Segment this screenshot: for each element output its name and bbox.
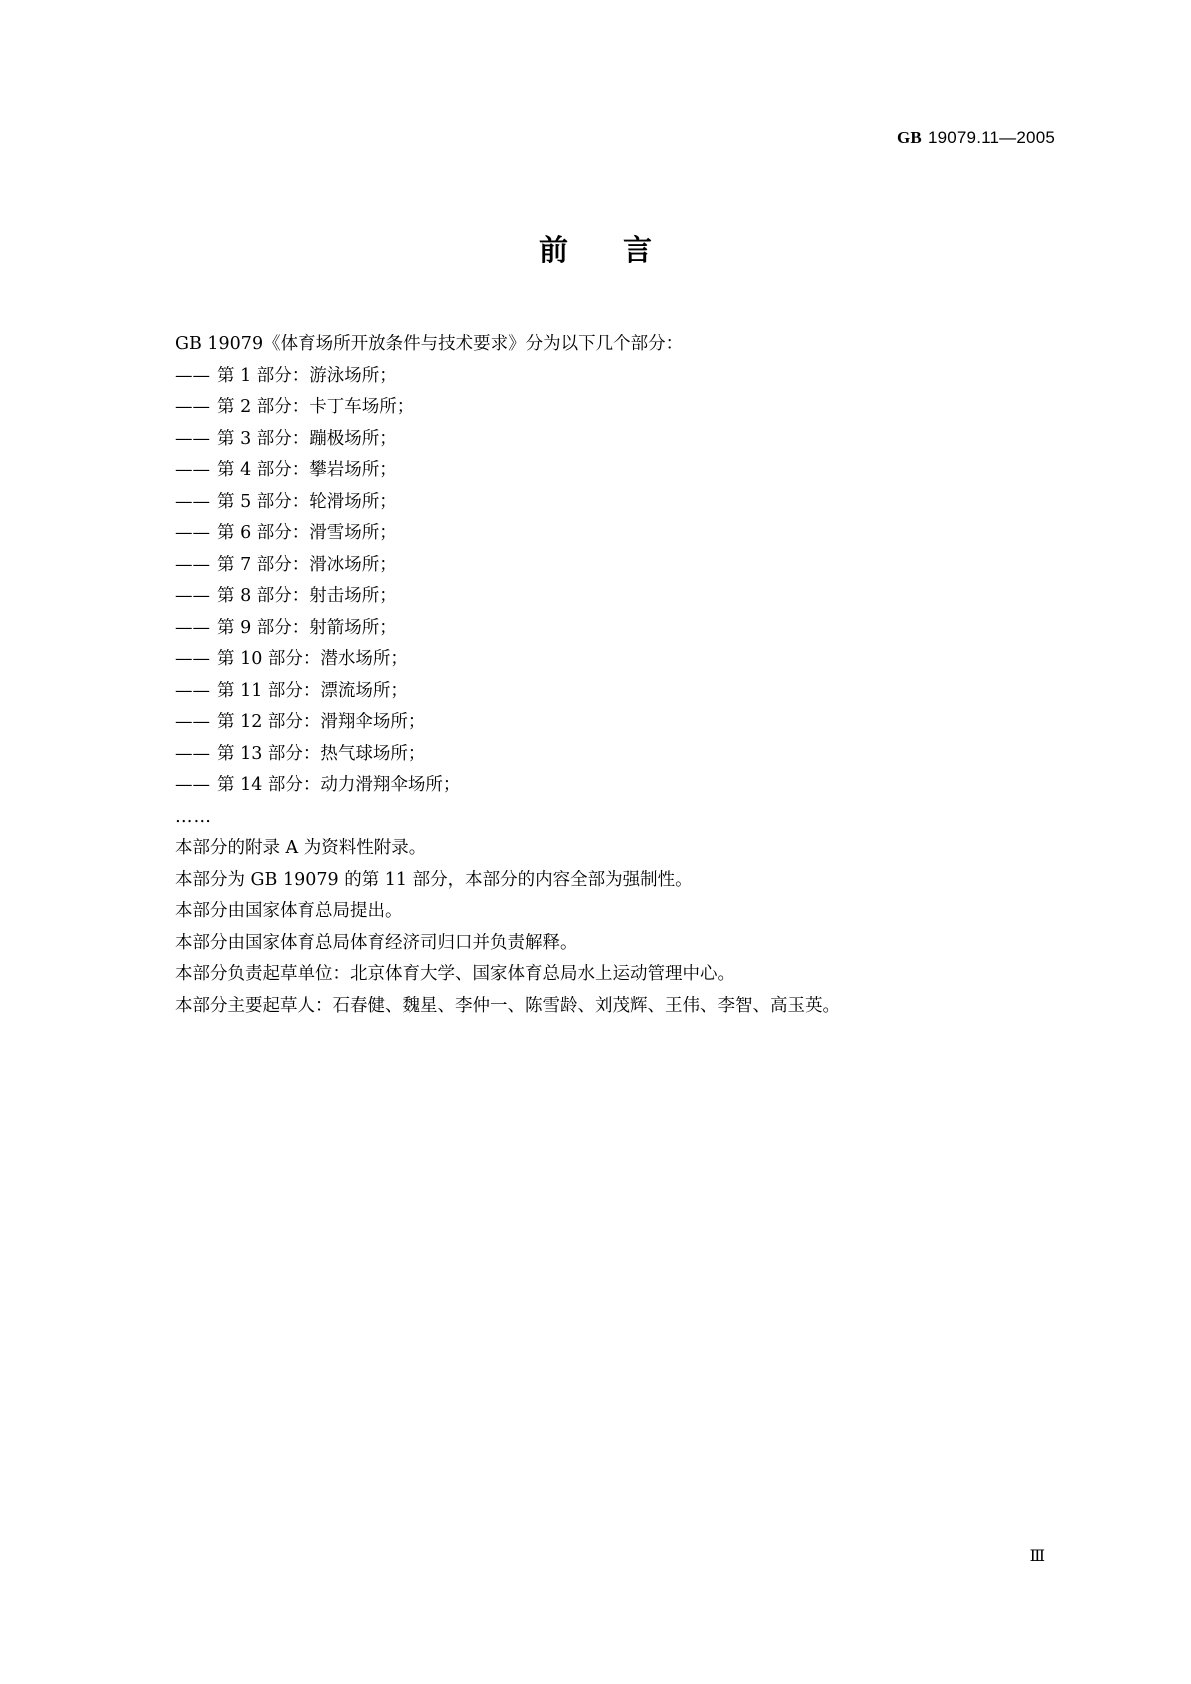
part-label: 第 4 部分：攀岩场所； (217, 460, 397, 480)
page-number: Ⅲ (1029, 1548, 1045, 1565)
part-label: 第 13 部分：热气球场所； (217, 743, 426, 764)
dash-mark: —— (175, 554, 210, 575)
part-label: 第 8 部分：射击场所； (217, 586, 397, 606)
dash-mark: —— (175, 460, 210, 480)
part-item (175, 770, 1045, 802)
part-label: 第 10 部分：潜水场所； (217, 649, 408, 669)
part-label: 第 12 部分：滑翔伞场所； (217, 712, 426, 732)
part-label: 第 14 部分：动力滑翔伞场所； (217, 775, 461, 795)
paragraph-drafting-units: 本部分负责起草单位：北京体育大学、国家体育总局水上运动管理中心。 (175, 964, 735, 984)
part-item (175, 581, 1045, 613)
part-label: 第 7 部分：滑冰场所； (217, 554, 397, 575)
dash-mark: —— (175, 775, 210, 795)
standard-prefix: GB (896, 128, 922, 147)
dash-mark: —— (175, 680, 210, 701)
part-item (175, 455, 1045, 487)
part-label: 第 1 部分：游泳场所； (217, 365, 397, 386)
part-label: 第 9 部分：射箭场所； (217, 617, 397, 638)
foreword-body (175, 329, 1045, 1022)
paragraph-drafters: 本部分主要起草人：石春健、魏星、李仲一、陈雪龄、刘茂辉、王伟、李智、高玉英。 (175, 995, 840, 1016)
standard-number (897, 128, 1055, 148)
dash-mark: —— (175, 649, 210, 669)
part-item (175, 550, 1045, 582)
dash-mark: —— (175, 743, 210, 764)
paragraph-administrator: 本部分由国家体育总局体育经济司归口并负责解释。 (175, 932, 578, 953)
part-label: 第 3 部分：蹦极场所； (217, 428, 397, 449)
part-item (175, 518, 1045, 550)
part-item (175, 613, 1045, 645)
part-label: 第 6 部分：滑雪场所； (217, 523, 397, 543)
dash-mark: —— (175, 491, 210, 512)
part-item (175, 361, 1045, 393)
part-label: 第 2 部分：卡丁车场所； (217, 397, 415, 417)
dash-mark: —— (175, 428, 210, 449)
part-item (175, 644, 1045, 676)
part-item (175, 739, 1045, 771)
dash-mark: —— (175, 712, 210, 732)
part-item (175, 707, 1045, 739)
paragraph-proposer: 本部分由国家体育总局提出。 (175, 901, 403, 921)
part-item (175, 392, 1045, 424)
paragraph-appendix: 本部分的附录 A 为资料性附录。 (175, 838, 427, 858)
part-item (175, 487, 1045, 519)
dash-mark: —— (175, 397, 210, 417)
part-item (175, 424, 1045, 456)
standard-code: 19079.11—2005 (927, 128, 1055, 147)
part-item (175, 676, 1045, 708)
page-title: 前言 (538, 233, 707, 267)
dash-mark: —— (175, 523, 210, 543)
part-label: 第 5 部分：轮滑场所； (217, 491, 397, 512)
paragraph-scope: 本部分为 GB 19079 的第 11 部分，本部分的内容全部为强制性。 (175, 869, 693, 890)
ellipsis: …… (175, 806, 212, 827)
dash-mark: —— (175, 617, 210, 638)
intro-paragraph: GB 19079《体育场所开放条件与技术要求》分为以下几个部分： (175, 334, 684, 354)
dash-mark: —— (175, 365, 210, 386)
part-label: 第 11 部分：漂流场所； (217, 680, 408, 701)
dash-mark: —— (175, 586, 210, 606)
